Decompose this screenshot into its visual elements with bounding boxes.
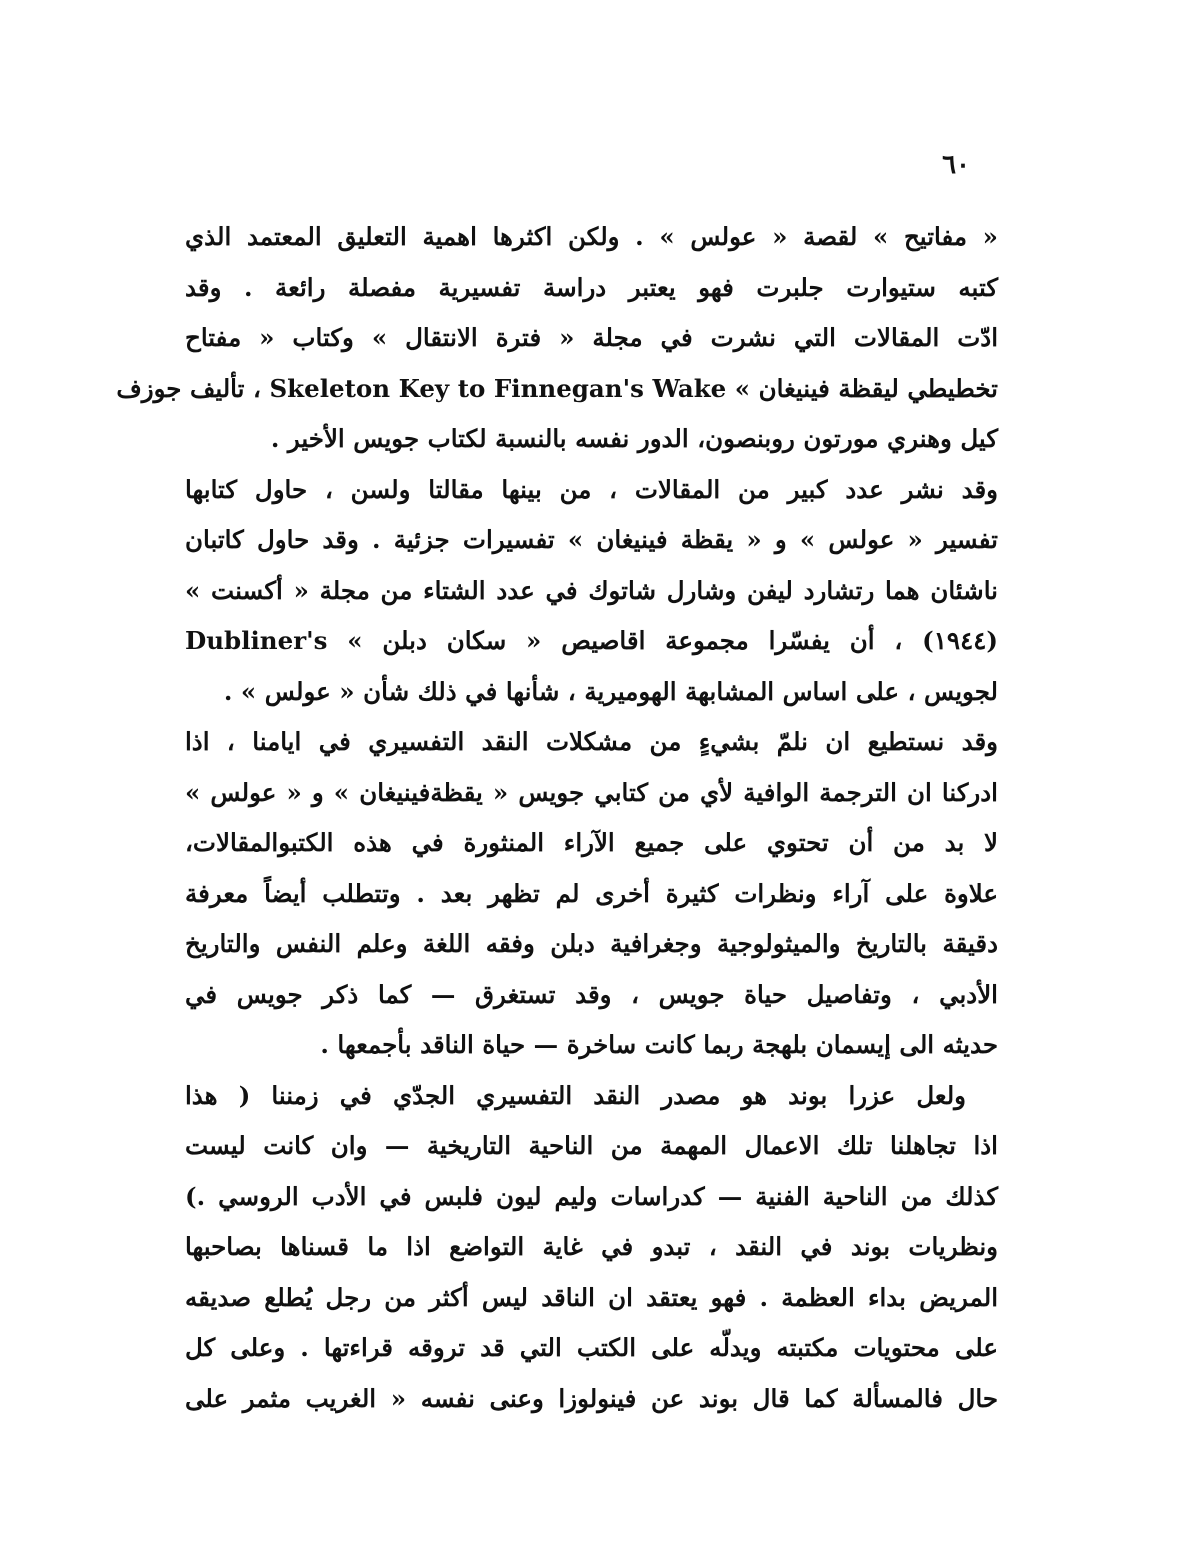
text-line: وقد نشر عدد كبير من المقالات ، من بينها مقالتا ولسن ، حاول كتابها: [185, 474, 998, 504]
text-line: على محتويات مكتبته ويدلّه على الكتب التي قد تروقه قراءتها . وعلى كل: [185, 1333, 998, 1362]
page-number: ٦٠: [942, 150, 970, 180]
text-line: اذا تجاهلنا تلك الاعمال المهمة من الناحية التاريخية — وان كانت ليست: [185, 1131, 998, 1160]
text-line: حديثه الى إيسمان بلهجة ربما كانت ساخرة — حياة الناقد بأجمعها .: [320, 1030, 998, 1059]
paragraph-1: [116, 212, 998, 465]
body-text: [116, 212, 998, 1424]
text-line: ناشئان هما رتشارد ليفن وشارل شاتوك في عدد الشتاء من مجلة « أكسنت »: [185, 575, 998, 605]
text-line: المريض بداء العظمة . فهو يعتقد ان الناقد ليس أكثر من رجل يُطلع صديقه: [185, 1282, 998, 1312]
text-line: لجويس ، على اساس المشابهة الهوميرية ، شأنها في ذلك شأن « عولس » .: [223, 676, 998, 706]
text-line: كذلك من الناحية الفنية — كدراسات وليم ليون فلبس في الأدب الروسي .): [185, 1181, 998, 1211]
text-line: وقد نستطيع ان نلمّ بشيءٍ من مشكلات النقد التفسيري في ايامنا ، اذا: [185, 727, 998, 756]
text-line: لا بد من أن تحتوي على جميع الآراء المنثورة في هذه الكتبوالمقالات،: [185, 828, 998, 857]
text-line: كيل وهنري مورتون روبنصون، الدور نفسه بالنسبة لكتاب جويس الأخير .: [270, 424, 998, 453]
text-line: ادّت المقالات التي نشرت في مجلة « فترة الانتقال » وكتاب « مفتاح: [185, 323, 998, 352]
text-line: تفسير « عولس » و « يقظة فينيغان » تفسيرات جزئية . وقد حاول كاتبان: [185, 525, 998, 554]
text-line: حال فالمسألة كما قال بوند عن فينولوزا وعنى نفسه « الغريب مثمر على: [185, 1383, 998, 1413]
text-line: دقيقة بالتاريخ والميثولوجية وجغرافية دبلن وفقه اللغة وعلم النفس والتاريخ: [185, 929, 998, 958]
text-line: ولعل عزرا بوند هو مصدر النقد التفسيري الجدّي في زمننا ( هذا: [185, 1080, 966, 1110]
text-line: ادركنا ان الترجمة الوافية لأي من كتابي جويس « يقظةفينيغان » و « عولس »: [185, 777, 998, 807]
paragraph-3: [185, 717, 998, 1071]
text-line: تخطيطي ليقظة فينيغان » Skeleton Key to Finnegan's Wake ، تأليف جوزف: [116, 373, 998, 403]
text-line: كتبه ستيوارت جلبرت فهو يعتبر دراسة تفسيرية مفصلة رائعة . وقد: [185, 272, 998, 302]
text-line: (١٩٤٤) ، أن يفسّرا مجموعة اقاصيص « سكان دبلن » Dubliner's: [185, 626, 998, 655]
text-line: ونظريات بوند في النقد ، تبدو في غاية التواضع اذا ما قسناها بصاحبها: [185, 1232, 998, 1261]
text-line: الأدبي ، وتفاصيل حياة جويس ، وقد تستغرق — كما ذكر جويس في: [185, 979, 998, 1009]
paragraph-4: [185, 1071, 998, 1425]
text-line: « مفاتيح » لقصة « عولس » . ولكن اكثرها اهمية التعليق المعتمد الذي: [185, 222, 998, 251]
paragraph-2: [185, 465, 998, 718]
text-line: علاوة على آراء ونظرات كثيرة أخرى لم تظهر بعد . وتتطلب أيضاً معرفة: [185, 878, 998, 908]
